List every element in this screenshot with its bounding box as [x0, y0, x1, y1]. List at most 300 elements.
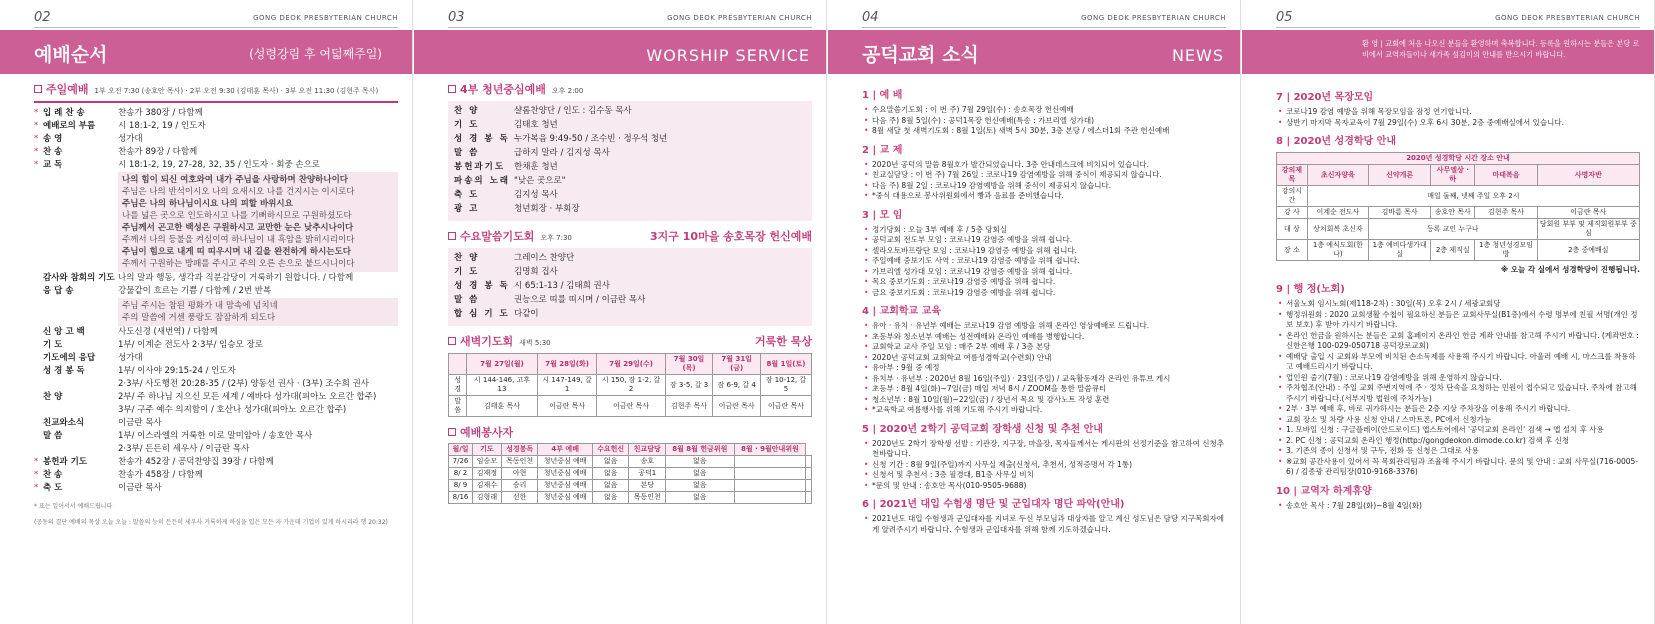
table-cell: 등록 교인 누구나 — [1368, 219, 1537, 240]
order-row — [34, 417, 398, 430]
order-label: 송 영 — [43, 134, 63, 144]
title-band — [414, 30, 826, 74]
table-cell: 잠 6-9, 갈 4 — [713, 375, 761, 396]
responsive-reading — [118, 172, 398, 272]
service-label: 기 도 — [454, 120, 480, 130]
reading-line: 나를 넓은 곳으로 인도하시고 나를 기뻐하시므로 구원하셨도다 — [122, 211, 352, 221]
news-item: • 2. PC 신청 : 공덕교회 온라인 행정(http://gongdeokon.dimode.co.kr) 검색 후 신청 — [1276, 436, 1640, 447]
news-heading: 10 | 교역자 하계휴양 — [1276, 485, 1372, 497]
star-mark: * — [34, 483, 39, 493]
service-label: 말 씀 — [454, 148, 480, 158]
table-row — [449, 468, 812, 480]
dawn-prayer-table — [448, 353, 812, 417]
order-value: 이금란 목사 — [118, 418, 162, 428]
section-title: 예배봉사자 — [448, 427, 812, 439]
reading-line: 나의 힘이 되신 여호와여 내가 주님을 사랑하며 찬양하나이다 — [122, 175, 348, 185]
table-cell: 시 150, 잠 1-2, 갈 2 — [597, 375, 665, 396]
table-cell: 승리 — [501, 480, 538, 492]
table-header: 월/일 — [449, 444, 473, 456]
table-cell: 김현주 목사 — [665, 396, 713, 417]
table-header: 7월 31일(금) — [713, 354, 761, 375]
table-header: 8월 · 9월안내위원 — [734, 444, 806, 456]
reading-line: 주님께서 곤고한 백성은 구원하시고 교만한 눈은 낮추시나이다 — [122, 223, 354, 233]
order-row — [34, 146, 398, 159]
service-row — [454, 119, 806, 133]
table-cell — [806, 492, 812, 504]
section-title: 수요말씀기도회 오후 7:30 3지구 10마을 송호목장 헌신예배 — [448, 231, 812, 244]
news-item: • 초등부와 청소년부 예배는 성전예배와 온라인 예배를 병행합니다. — [862, 332, 1226, 343]
service-row — [454, 133, 806, 147]
order-label: 찬 송 — [43, 147, 63, 157]
page-02 — [0, 0, 413, 624]
page-title: 공덕교회 소식 — [862, 44, 979, 66]
service-label: 축 도 — [454, 190, 480, 200]
order-value: 사도신경 (새번역) / 다함께 — [118, 327, 218, 337]
welcome-band — [1242, 30, 1654, 74]
table-title-row — [1277, 153, 1640, 165]
table-cell: 목동인천 — [629, 492, 666, 504]
table-header: 8월 8월 헌금위원 — [666, 444, 735, 456]
reading-line: 주님은 나의 반석이시오 나의 요새시오 나를 건지시는 이시로다 — [122, 187, 355, 197]
service-value: 누가복음 9:49-50 / 조수빈 · 정우석 청년 — [514, 134, 668, 144]
order-label: 봉헌과 기도 — [43, 457, 88, 467]
service-row — [454, 280, 806, 294]
news-item: • 교회 장소 및 차량 사용 신청 안내 / 스마트폰, PC에서 신청가능 — [1276, 415, 1640, 426]
service-value: 권능으로 띠를 띠시며 / 이금란 목사 — [514, 295, 646, 305]
footnote-2: (공동의 결단 예배의 목상 오늘 오늘 : 말씀의 능히 든든히 세우사 거룩하게 하심을 입은 모든 자 가운데 기업이 있게 하시리라 행 20:32) — [34, 519, 388, 526]
response-line: 주님 주시는 참된 평화가 내 맘속에 넘치네 — [122, 301, 278, 311]
table-cell: 상처회복 초신자 — [1307, 219, 1368, 240]
service-row — [454, 252, 806, 266]
table-cell: 청년중심 예배 — [538, 492, 593, 504]
service-label: 봉헌과기도 — [454, 162, 506, 172]
order-label: 찬 송 — [43, 470, 63, 480]
service-label: 성 경 봉 독 — [454, 134, 510, 144]
table-header: 신약개론 — [1368, 165, 1430, 186]
table-cell: 임승모 — [473, 456, 502, 468]
news-item: • 친교실담당 : 이 번 주) 7월 26일 : 코로나19 감염예방을 위해 중식이 제공되지 않습니다. — [862, 170, 1226, 181]
table-header: 7월 29일(수) — [597, 354, 665, 375]
table-note: ※ 오늘 각 실에서 성경학당이 진행됩니다. — [1500, 265, 1640, 274]
table-cell: 청년중심 예배 — [538, 456, 593, 468]
order-label: 교 독 — [43, 160, 63, 170]
table-row — [449, 456, 812, 468]
table-cell: 시 144-146, 고후 13 — [467, 375, 537, 396]
news-heading: 8 | 2020년 성경학당 안내 — [1276, 136, 1396, 147]
news-heading: 4 | 교회학교 교육 — [862, 306, 942, 317]
order-row — [34, 272, 398, 285]
order-value: 성가대 — [118, 353, 143, 363]
star-mark: * — [34, 121, 39, 131]
church-name: GONG DEOK PRESBYTERIAN CHURCH — [253, 14, 398, 22]
service-label: 찬 양 — [454, 106, 480, 116]
service-value: 급하지 말라 / 김지성 목사 — [514, 148, 610, 158]
order-row — [34, 430, 398, 443]
order-label: 친교와소식 — [43, 418, 85, 428]
news-item: • 송호안 목사 : 7월 28일(화)~8월 4일(화) — [1276, 501, 1640, 512]
table-header: 7월 30일(목) — [665, 354, 713, 375]
service-label: 기 도 — [454, 267, 480, 277]
page-title-en: NEWS — [1171, 46, 1224, 65]
news-item: • 유아 · 유치 · 유년부 예배는 코로나19 감염 예방을 위해 온라인 영상예배로 드립니다. — [862, 321, 1226, 332]
service-value: 한채훈 청년 — [514, 162, 558, 172]
table-cell: 김형래 — [473, 492, 502, 504]
table-row — [449, 480, 812, 492]
table-cell: 아현 — [501, 468, 538, 480]
table-cell: 당회원 부부 및 제직회원부부 중심 — [1537, 219, 1639, 240]
news-list — [862, 82, 1226, 535]
order-row — [34, 391, 398, 404]
news-item: • 2020년 공덕교회 교회학교 여름성경학교(수련회) 안내 — [862, 353, 1226, 364]
service-row — [454, 147, 806, 161]
page-number: 02 — [34, 10, 51, 25]
service-value: 청년회장 · 부회장 — [514, 204, 580, 214]
news-item: • 금요 중보기도회 : 코로나19 감염증 예방을 위해 쉽니다. — [862, 288, 1226, 299]
table-cell: 이금란 목사 — [760, 396, 811, 417]
service-value: 다같이 — [514, 309, 539, 319]
order-value: 시 18:1-2, 19 / 인도자 — [118, 121, 206, 131]
service-row — [454, 294, 806, 308]
table-row — [1277, 186, 1640, 207]
order-row — [34, 469, 398, 482]
service-label: 파송의 노래 — [454, 176, 511, 186]
order-value: 1부/ 이계순 전도사 2·3부/ 임승모 장로 — [118, 340, 263, 350]
worship-order — [34, 78, 398, 529]
table-cell: 없음 — [666, 480, 735, 492]
order-row — [34, 378, 398, 391]
table-cell: 이금란 목사 — [713, 396, 761, 417]
table-cell: 이금란 목사 — [537, 396, 597, 417]
table-cell — [734, 492, 806, 504]
table-cell: 2층 제직실 — [1431, 240, 1475, 261]
service-label: 합 심 기 도 — [454, 309, 510, 319]
news-item: • 예배당 출입 시 교회와 부모에 비치된 손소독제를 사용해 주시기 바랍니다. 아울러 예배 시, 마스크를 착용하고 예배드리시기 바랍니다. — [1276, 352, 1640, 373]
service-value: 김명희 집사 — [514, 267, 558, 277]
news-item: • 주일예배 중보기도 사역 : 코로나19 감염증 예방을 위해 쉽니다. — [862, 256, 1226, 267]
order-row — [34, 352, 398, 365]
table-cell: 8/16 — [449, 492, 473, 504]
table-cell: 공덕1 — [629, 468, 666, 480]
table-cell: 강 사 — [1277, 207, 1308, 219]
service-row — [454, 161, 806, 175]
order-label: 응 답 송 — [43, 286, 74, 296]
news-item: • 주차협조(안내) : 주일 교회 주변지역에 주 · 정차 단속을 요청하는 민원이 접수되고 있습니다. 주차에 참고해 주시기 바랍니다.(서부지방 법원에 주차가능) — [1276, 383, 1640, 404]
service-row — [454, 266, 806, 280]
news-heading: 2 | 교 제 — [862, 144, 903, 156]
table-header: 사무엘상 · 하 — [1431, 165, 1475, 186]
table-header: 7월 27일(월) — [467, 354, 537, 375]
welcome-notice: 환 영 | 교회에 처음 나오신 분들을 환영하며 축복합니다. 등록을 원하시는 분들은 본당 로비에서 교역자들이나 새가족 섬김이의 안내를 받으시기 바랍니다. — [1362, 39, 1640, 59]
church-name: GONG DEOK PRESBYTERIAN CHURCH — [1495, 14, 1640, 22]
page-header — [448, 10, 812, 28]
news-item: • *문의 및 안내 : 송호안 목사(010-9505-9688) — [862, 481, 1226, 492]
table-cell: 청년중심 예배 — [538, 480, 593, 492]
news-item: • 교회학교 교사 주일 모임 : 매주 2부 예배 후 / 3층 본당 — [862, 342, 1226, 353]
table-title: 2020년 성경학당 시간 장소 안내 — [1277, 153, 1640, 165]
section-title: 주일예배 1부 오전 7:30 (송호안 목사) · 2부 오전 9:30 (김태훈 목사) · 3부 오전 11:30 (김현주 목사) — [34, 84, 398, 97]
star-mark: * — [34, 470, 39, 480]
table-row — [1277, 207, 1640, 219]
table-cell: 없음 — [592, 456, 629, 468]
news-list-2 — [1276, 84, 1640, 511]
news-item: • 2020년도 2학기 장학생 선발 : 기관장, 지구장, 마을장, 목자들께서는 게시판의 선정기준을 참고하여 신청추천바랍니다. — [862, 439, 1226, 460]
table-cell: 목동인천 — [501, 456, 538, 468]
church-name: GONG DEOK PRESBYTERIAN CHURCH — [667, 14, 812, 22]
order-row — [34, 133, 398, 146]
service-label: 찬 양 — [454, 253, 480, 263]
news-item: • 코로나19 감염 예방을 위해 목장모임을 잠정 연기합니다. — [1276, 107, 1640, 118]
table-cell: 없음 — [592, 480, 629, 492]
news-item: • 다음 주) 8월 5일(수) : 공덕1목장 헌신예배(특송 : 가브리엘 성가대) — [862, 116, 1226, 127]
order-value: 나의 말과 행동, 생각과 직분감당이 거룩하기 원합니다. / 다함께 — [118, 273, 354, 283]
news-item: • 신청 기간 : 8월 9일(주일)까지 사무실 제출(신청서, 추천서, 성적증명서 각 1통) — [862, 460, 1226, 471]
order-row — [34, 159, 398, 172]
news-item: • 목요 중보기도회 : 코로나19 감염증 예방을 위해 쉽니다. — [862, 277, 1226, 288]
star-mark: * — [34, 457, 39, 467]
table-cell — [734, 468, 806, 480]
news-heading: 6 | 2021년 대입 수험생 명단 및 군입대자 명단 파악(안내) — [862, 499, 1125, 510]
table-cell: 잠 3-5, 갈 3 — [665, 375, 713, 396]
table-cell: 1층 예비다생가대실 — [1368, 240, 1430, 261]
table-cell — [806, 468, 812, 480]
table-row — [1277, 240, 1640, 261]
table-cell: 송호안 목사 — [1431, 207, 1475, 219]
order-label: 성 경 봉 독 — [43, 366, 85, 376]
table-cell — [806, 456, 812, 468]
table-header: 마태복음 — [1475, 165, 1537, 186]
table-cell: 잠 10-12, 갈 5 — [760, 375, 811, 396]
table-cell: 청년중심 예배 — [538, 468, 593, 480]
news-item: • 셀라오토바프랑단 모임 : 코로나19 감염증 예방을 위해 쉽니다. — [862, 246, 1226, 257]
table-cell: 성경 — [449, 375, 467, 396]
page-title-en: WORSHIP SERVICE — [646, 46, 810, 65]
reading-line: 주께서 구원하는 방패를 주시고 주의 오른 손으로 붙드시니이다 — [122, 259, 355, 269]
table-cell: 없음 — [592, 468, 629, 480]
order-value: 찬송가 452장 / 공덕찬양집 39장 / 다함께 — [118, 457, 274, 467]
order-label: 축 도 — [43, 483, 63, 493]
news-item: • 유치부 · 유년부 : 2020년 8월 16일(주일) · 23일(주일) / 교육활동재각 온라인 유튜브 게시 — [862, 374, 1226, 385]
table-cell: 이금란 목사 — [597, 396, 665, 417]
table-cell — [734, 456, 806, 468]
page-header — [1276, 10, 1640, 28]
order-label: 찬 양 — [43, 392, 63, 402]
table-cell: 1층 예식도회(한나) — [1307, 240, 1368, 261]
news-heading: 5 | 2020년 2학기 공덕교회 장학생 신청 및 추천 안내 — [862, 423, 1103, 435]
table-cell: 대 상 — [1277, 219, 1308, 240]
news-item: • 정기당회 : 오늘 3부 예배 후 / 5층 당회실 — [862, 225, 1226, 236]
table-cell: 매일 둘째, 넷째 주일 오후 2시 — [1307, 186, 1639, 207]
news-item: • 다음 주) 8월 2일 : 코로나19 감염예방을 위해 중식이 제공되지 않습니다. — [862, 181, 1226, 192]
star-mark: * — [34, 134, 39, 144]
order-value: 찬송가 458장 / 다함께 — [118, 470, 203, 480]
page-05 — [1242, 0, 1655, 624]
service-row — [454, 175, 806, 189]
table-header: 기도 — [473, 444, 502, 456]
table-row — [1277, 219, 1640, 240]
service-row — [454, 308, 806, 322]
order-label: 말 씀 — [43, 431, 63, 441]
table-cell: 1층 청년성경모임방 — [1475, 240, 1537, 261]
order-value: 이금란 목사 — [118, 483, 162, 493]
table-header — [449, 354, 467, 375]
order-value: 시 18:1-2, 19, 27-28, 32, 35 / 인도자 · 회중 손으로 — [118, 160, 321, 170]
table-header: 수요헌신 — [592, 444, 629, 456]
news-item: • 가브리엘 성가대 모임 : 코로나19 감염증 예방을 위해 쉽니다. — [862, 267, 1226, 278]
news-item: • 상반기 마지막 목자교육이 7월 29일(수) 오후 6시 30분, 2층 중예배실에서 있습니다. — [1276, 118, 1640, 129]
order-value: 2·3부/ 든든히 세우사 / 이금란 목사 — [118, 444, 250, 454]
table-header: 성경봉독 — [501, 444, 538, 456]
news-item: • 수요말씀기도회 : 이 번 주) 7월 29일(수) : 송호목장 헌신예배 — [862, 105, 1226, 116]
order-row — [34, 404, 398, 417]
star-mark: * — [34, 160, 39, 170]
order-value: 1부/ 이스라엘의 거룩한 이로 말미암아 / 송호안 목사 — [118, 431, 313, 441]
news-item: • 온라인 헌금을 원하시는 분들은 교회 홈페이지 온라인 헌금 계좌 안내를 참고해 주시기 바랍니다. (계좌번호 : 신한은행 100-029-050718 공덕장로교회) — [1276, 331, 1640, 352]
page-number: 03 — [448, 10, 465, 25]
table-cell: 7/26 — [449, 456, 473, 468]
table-cell — [806, 480, 812, 492]
table-cell: 시 147-149, 갈 1 — [537, 375, 597, 396]
table-cell: 없음 — [666, 492, 735, 504]
table-header: 8월 1일(토) — [760, 354, 811, 375]
table-cell: 이계순 전도사 — [1307, 207, 1368, 219]
service-value: "낮은 곳으로" — [514, 176, 566, 186]
news-item: • 2부 · 3부 예배 후, 바로 귀가하시는 분들은 2층 지상 주차장을 이용해 주시기 바랍니다. — [1276, 404, 1640, 415]
bible-school-table — [1276, 152, 1640, 261]
table-cell: 이금란 목사 — [1537, 207, 1639, 219]
news-item: • 2020년 공덕의 말씀 8월호가 발간되었습니다. 3층 안내데스크에 비치되어 있습니다. — [862, 160, 1226, 171]
order-row — [34, 365, 398, 378]
order-value: 3부/ 구주 예수 의지함이 / 호산나 성가대(피아노 오르간 합주) — [118, 405, 347, 415]
table-header: 친교담당 — [629, 444, 666, 456]
response-lines — [118, 298, 398, 326]
order-label: 기도에의 응답 — [43, 353, 96, 363]
table-cell: 2층 중예배실 — [1537, 240, 1639, 261]
order-row — [34, 285, 398, 298]
order-value: 1부/ 이사야 29:15-24 / 인도자 — [118, 366, 236, 376]
order-row — [34, 456, 398, 469]
news-item: • 유아부 : 9월 중 예정 — [862, 363, 1226, 374]
page-number: 05 — [1276, 10, 1293, 25]
order-label: 기 도 — [43, 340, 63, 350]
service-value: 그레이스 찬양단 — [514, 253, 575, 263]
order-value: 찬송가 380장 / 다함께 — [118, 108, 203, 118]
page-number: 04 — [862, 10, 879, 25]
page-03 — [414, 0, 827, 624]
order-label: 신 앙 고 백 — [43, 327, 85, 337]
table-row — [449, 492, 812, 504]
service-label: 말 씀 — [454, 295, 480, 305]
news-item: • 행정위원회 : 2020 교회생활 수첩이 필요하신 분들은 교회사무실(B1층)에서 수령 명부에 친필 서명(개인 정보 보호) 후 받아 가시기 바랍니다. — [1276, 310, 1640, 331]
table-cell: 김바름 목사 — [1368, 207, 1430, 219]
table-cell: 말씀 — [449, 396, 467, 417]
news-item: • 업인원 줄기(7월) : 코로나19 감염예방을 위해 운영하지 않습니다. — [1276, 373, 1640, 384]
section-title: 새벽기도회 새벽 5:30 거룩한 묵상 — [448, 336, 812, 349]
page-header — [862, 10, 1226, 28]
footnote: * 표는 일어서서 예배드립니다 — [34, 503, 113, 510]
service-value: 시 65:1-13 / 김태희 권사 — [514, 281, 610, 291]
servants-table — [448, 443, 812, 504]
table-cell: 8/ 9 — [449, 480, 473, 492]
order-row — [34, 107, 398, 120]
news-heading: 3 | 모 임 — [862, 209, 903, 221]
page-04 — [828, 0, 1241, 624]
reading-line: 주님은 나의 하나님이시요 나의 피할 바위시요 — [122, 199, 293, 209]
service-label: 광 고 — [454, 204, 480, 214]
news-item: • *교육학교 여름행사를 위해 기도해 주시기 바랍니다. — [862, 405, 1226, 416]
news-heading: 7 | 2020년 목장모임 — [1276, 92, 1374, 103]
table-header: 강의제목 — [1277, 165, 1308, 186]
service-value: 샬롬찬양단 / 인도 : 김수동 목사 — [514, 106, 632, 116]
table-cell: 없음 — [666, 456, 735, 468]
table-header: 사명자반 — [1537, 165, 1639, 186]
table-row — [449, 396, 812, 417]
order-value: 2부/ 주 하나님 지으신 모든 세계 / 예바다 성가대(피아노 오르간 합주) — [118, 392, 377, 402]
news-heading: 1 | 예 배 — [862, 90, 903, 101]
table-cell: 장 소 — [1277, 240, 1308, 261]
page-header — [34, 10, 398, 28]
service-value: 김지성 목사 — [514, 190, 558, 200]
page-title: 예배순서 — [34, 44, 108, 66]
order-row — [34, 339, 398, 352]
order-label: 감사와 참회의 기도 — [43, 273, 115, 283]
page-subtitle: (성령강림 후 여덟째주일) — [249, 47, 382, 61]
service-row — [454, 203, 806, 217]
news-item: • 신청서 및 추천서 : 3층 필경대, B1층 사무실 비치 — [862, 470, 1226, 481]
table-cell: 김재정 — [473, 468, 502, 480]
table-cell: 선한 — [501, 492, 538, 504]
news-item: • 8월 새달 첫 새벽기도회 : 8월 1일(토) 새벽 5시 30분, 3층 본당 / 에스더1회 주관 헌신예배 — [862, 126, 1226, 137]
star-mark: * — [34, 108, 39, 118]
news-heading: 9 | 행 정(노회) — [1276, 284, 1345, 295]
services — [448, 78, 812, 504]
table-cell: 본당 — [629, 480, 666, 492]
table-cell: 김태훈 목사 — [467, 396, 537, 417]
order-row — [34, 482, 398, 495]
table-cell: 없음 — [592, 492, 629, 504]
church-name: GONG DEOK PRESBYTERIAN CHURCH — [1081, 14, 1226, 22]
service-row — [454, 189, 806, 203]
order-value: 강물같이 흐르는 기쁨 / 다함께 / 2번 반복 — [118, 286, 272, 296]
table-cell: 없음 — [666, 468, 735, 480]
order-label: 예배로의 부름 — [43, 121, 96, 131]
news-item: • 3. 기존의 종이 신청서 및 구두, 전화 등 신청은 그대로 사용 — [1276, 446, 1640, 457]
table-cell: 김현주 목사 — [1475, 207, 1537, 219]
table-cell: 송호 — [629, 456, 666, 468]
order-label: 입 례 찬 송 — [43, 108, 85, 118]
order-row — [34, 443, 398, 456]
table-header: 7월 28일(화) — [537, 354, 597, 375]
reading-line: 주님이 힘으로 내게 띠 띠우시며 내 길을 완전하게 하시는도다 — [122, 247, 351, 257]
news-item: • ※교회 공간사용이 있어서 꼭 목회관리팀과 조율해 주시기 바랍니다. 문의 및 안내 : 교회 사무실(716-0005-6) / 김종광 관리팀장(010-9168-3376) — [1276, 457, 1640, 478]
section-title: 4부 청년중심예배 오후 2:00 — [448, 84, 812, 97]
table-cell — [734, 480, 806, 492]
order-value: 찬송가 89장 / 다함께 — [118, 147, 198, 157]
news-item: • 청소년부 : 8월 10일(월)~22일(금) / 장년서 목요 및 감사노트 작성 훈련 — [862, 395, 1226, 406]
service-row — [454, 105, 806, 119]
star-mark: * — [34, 147, 39, 157]
order-value: 2·3부/ 사도행전 20:28-35 / (2부) 양동선 권사 · (3부) 조수희 권사 — [118, 379, 370, 389]
news-item: • *중식 대용으로 봉사위원회에서 빵과 음료를 준비했습니다. — [862, 191, 1226, 202]
service-label: 성 경 봉 독 — [454, 281, 510, 291]
table-row — [449, 375, 812, 396]
table-header: 4부 예배 — [538, 444, 593, 456]
table-cell: 8/ 2 — [449, 468, 473, 480]
news-item: • 1. 모바일 신청 : 구글플레이(안드로이드) 앱스토어에서 '공덕교회 온라인' 검색 → 앱 설치 후 사용 — [1276, 425, 1640, 436]
news-item: • 서울노회 임시노회(제118-2차) : 30일(목) 오후 2시 / 세광교회당 — [1276, 299, 1640, 310]
order-value: 성가대 — [118, 134, 143, 144]
order-row — [34, 120, 398, 133]
news-item: • 2021년도 대입 수험생과 군입대자를 지녀로 두신 부모님과 대상자를 알고 계신 성도님은 담당 지구목회자에게 알려주시기 바랍니다. 수험생과 군입대자를 위해 함께 기도하겠습니다. — [862, 514, 1226, 535]
